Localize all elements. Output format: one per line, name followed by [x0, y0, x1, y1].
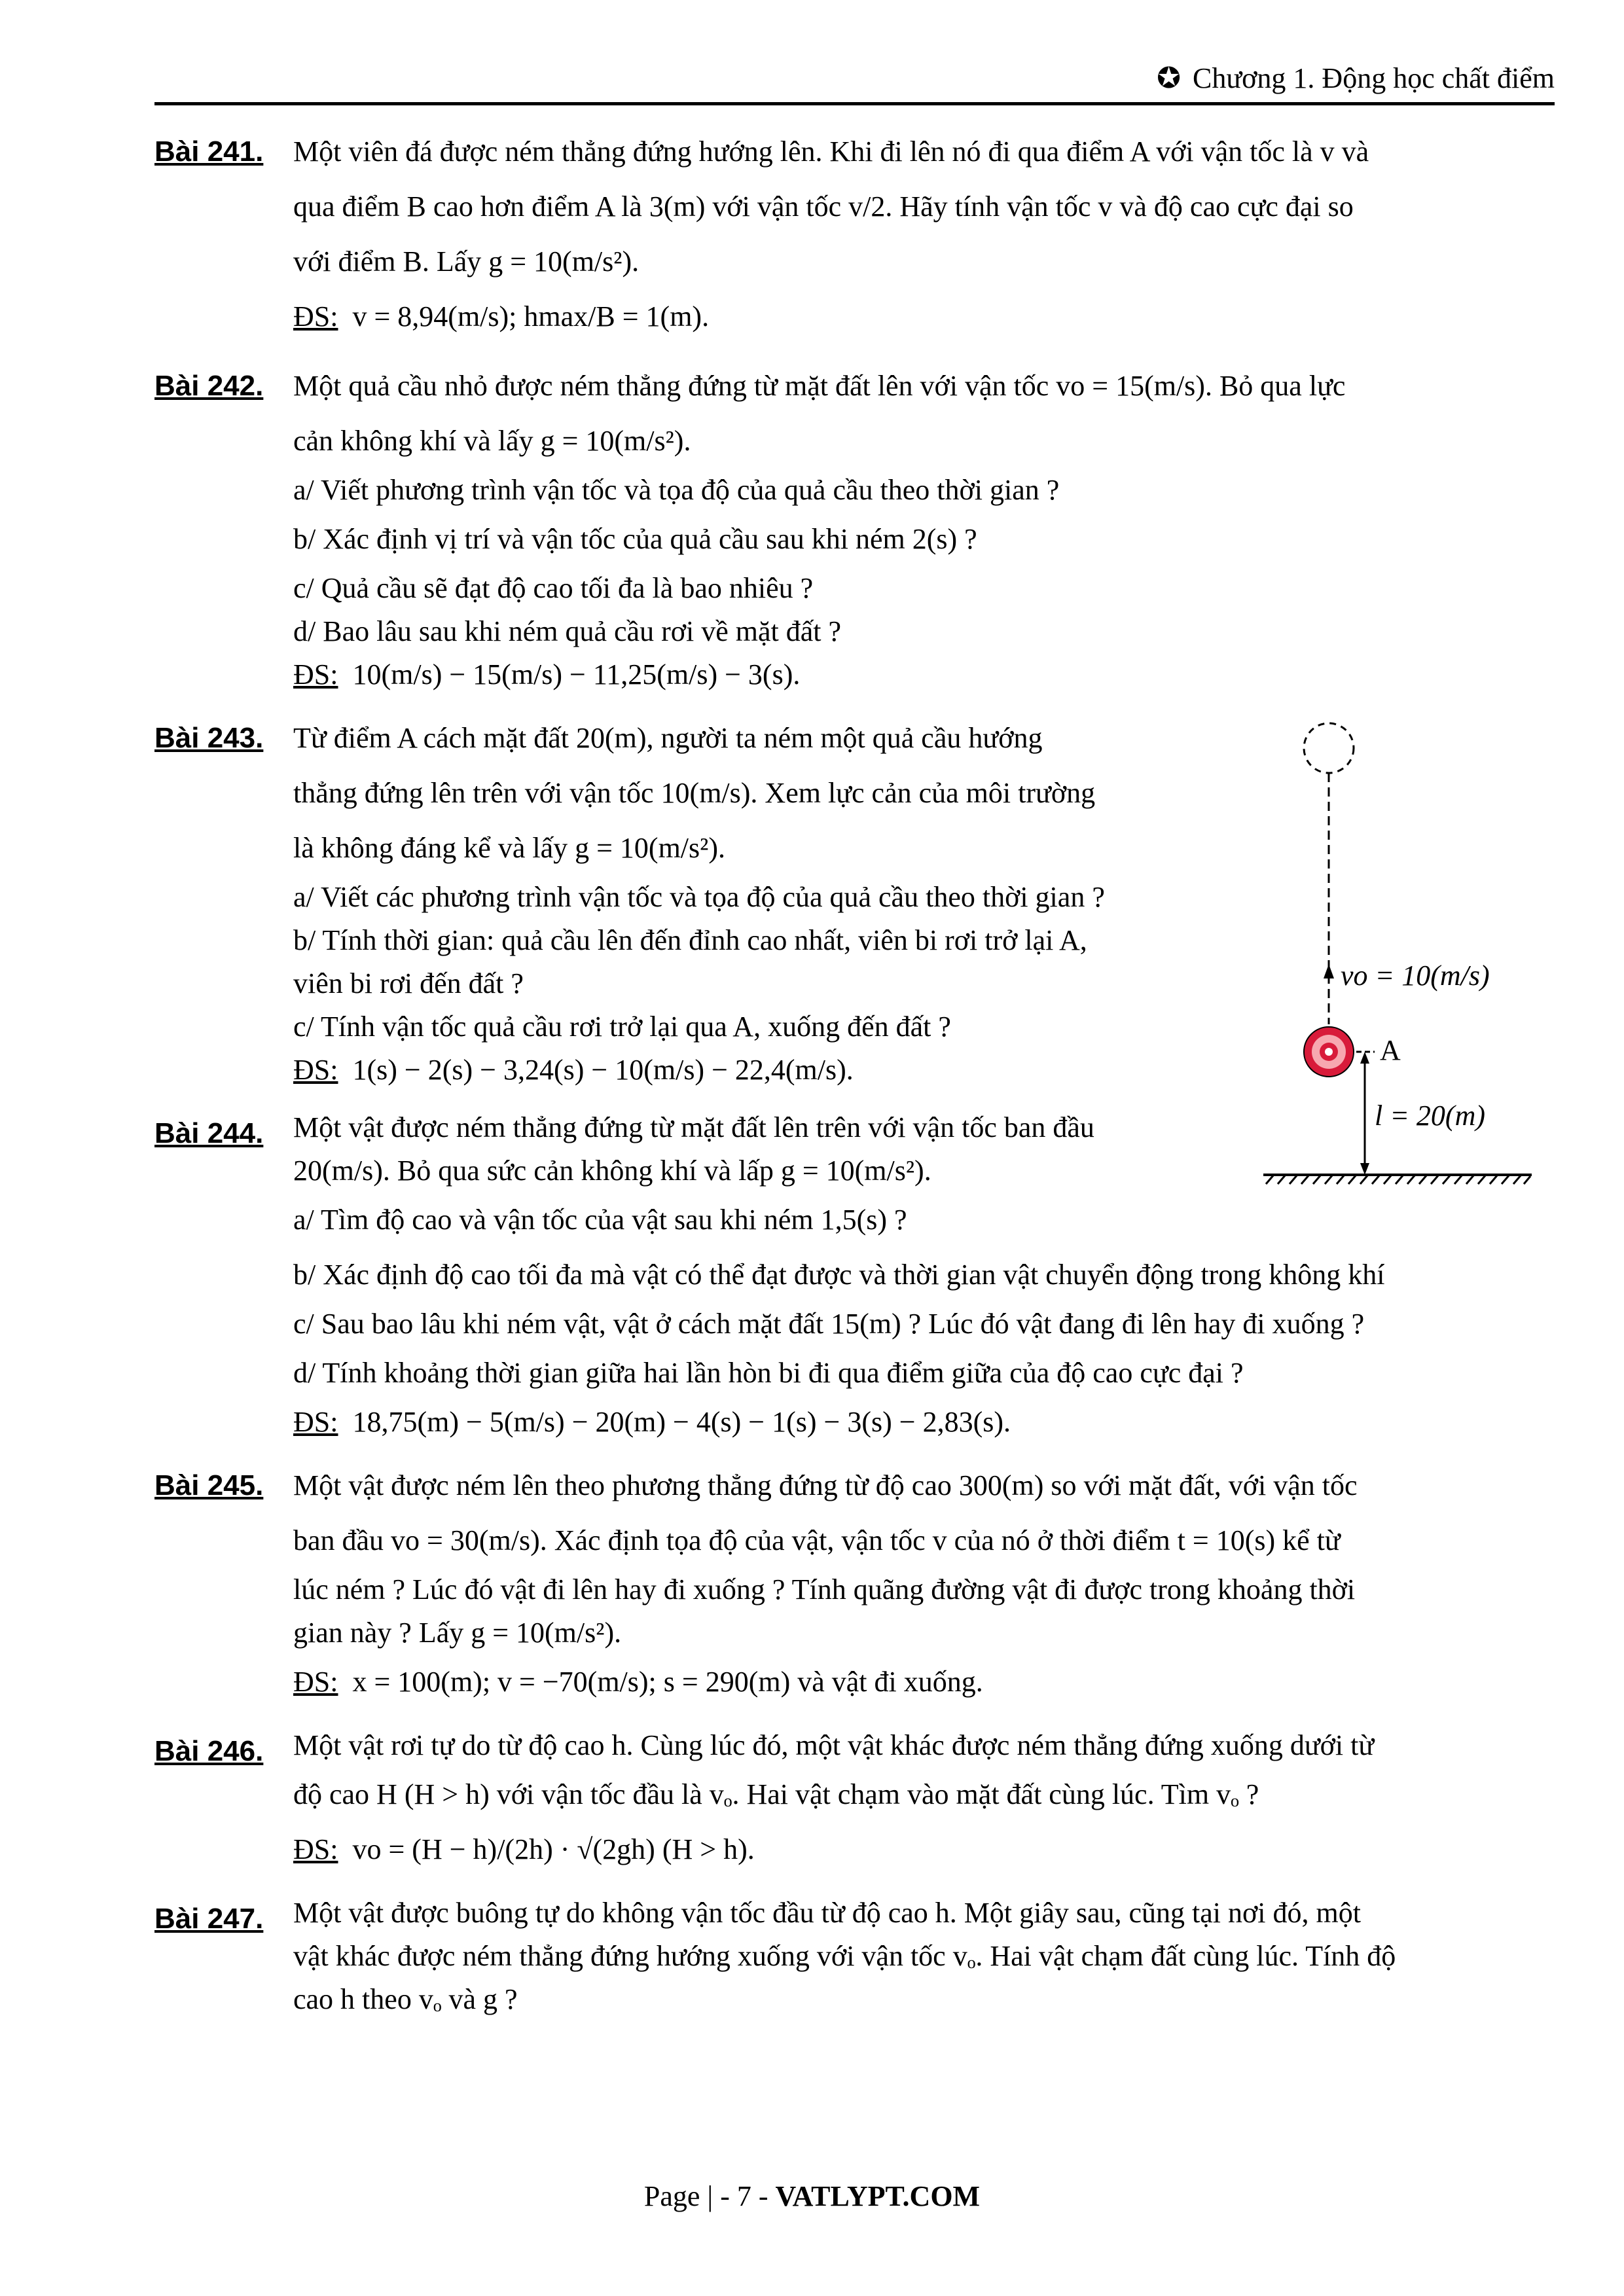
ground-hatching: [1266, 1175, 1530, 1184]
header-rule: [154, 102, 1555, 105]
problem-label: Bài 243.: [154, 722, 264, 754]
answer-label: ĐS:: [293, 1666, 338, 1698]
problem-label: Bài 241.: [154, 135, 264, 168]
answer-label: ĐS:: [293, 1054, 338, 1086]
problem-text-line: 20(m/s). Bỏ qua sức cản không khí và lấp g = 10(m/s²).: [293, 1155, 931, 1187]
point-a-label: A: [1380, 1034, 1401, 1066]
problem-text-line: là không đáng kể và lấy g = 10(m/s²).: [293, 832, 725, 864]
velocity-label: vo = 10(m/s): [1341, 960, 1490, 992]
problem-text-line: thẳng đứng lên trên với vận tốc 10(m/s). Xem lực cản của môi trường: [293, 777, 1096, 809]
problem-text-line: c/ Tính vận tốc quả cầu rơi trở lại qua A, xuống đến đất ?: [293, 1011, 951, 1043]
problem-text-line: độ cao H (H > h) với vận tốc đầu là vₒ. Hai vật chạm vào mặt đất cùng lúc. Tìm vₒ ?: [293, 1778, 1259, 1810]
problem-242: [154, 359, 1555, 696]
problem-text-line: Từ điểm A cách mặt đất 20(m), người ta ném một quả cầu hướng: [293, 722, 1043, 754]
page-footer: [0, 2179, 1624, 2213]
problem-label: Bài 246.: [154, 1735, 264, 1767]
problem-text-line: Một vật được ném thẳng đứng từ mặt đất lên trên với vận tốc ban đầu: [293, 1111, 1094, 1143]
problem-text-line: Một vật rơi tự do từ độ cao h. Cùng lúc đó, một vật khác được ném thẳng đứng xuống dưới từ: [293, 1729, 1375, 1761]
answer-label: ĐS:: [293, 300, 338, 332]
problem-label: Bài 245.: [154, 1469, 264, 1501]
problem-text-line: a/ Viết phương trình vận tốc và tọa độ của quả cầu theo thời gian ?: [293, 474, 1060, 506]
problem-text-line: Một vật được buông tự do không vận tốc đầu từ độ cao h. Một giây sau, cũng tại nơi đó, một: [293, 1897, 1361, 1929]
problem-text-line: Một viên đá được ném thẳng đứng hướng lên. Khi đi lên nó đi qua điểm A với vận tốc là v và: [293, 135, 1369, 168]
problem-text-line: a/ Tìm độ cao và vận tốc của vật sau khi ném 1,5(s) ?: [293, 1204, 907, 1236]
problem-246: [154, 1724, 1555, 1877]
star-in-circle-icon: ✪: [1157, 62, 1181, 94]
answer-line: [293, 1401, 1555, 1444]
answer-label: ĐS:: [293, 1833, 338, 1865]
problem-text-line: b/ Xác định độ cao tối đa mà vật có thể đạt được và thời gian vật chuyển động trong không khí: [293, 1259, 1385, 1291]
velocity-arrowhead: [1324, 964, 1334, 978]
height-arrowhead-top: [1360, 1052, 1369, 1064]
answer-line: [293, 1655, 1555, 1710]
problem-text-line: b/ Xác định vị trí và vận tốc của quả cầu sau khi ném 2(s) ?: [293, 523, 977, 555]
problem-text-line: gian này ? Lấy g = 10(m/s²).: [293, 1617, 622, 1649]
problem-text-line: b/ Tính thời gian: quả cầu lên đến đỉnh cao nhất, viên bi rơi trở lại A,: [293, 924, 1087, 956]
problem-text-line: c/ Quả cầu sẽ đạt độ cao tối đa là bao nhiêu ?: [293, 572, 814, 604]
problem-text-line: ban đầu vo = 30(m/s). Xác định tọa độ của vật, vận tốc v của nó ở thời điểm t = 10(s) kể từ: [293, 1524, 1341, 1556]
problem-text-line: Một vật được ném lên theo phương thẳng đứng từ độ cao 300(m) so với mặt đất, với vận tốc: [293, 1469, 1358, 1501]
answer-text: x = 100(m); v = −70(m/s); s = 290(m) và vật đi xuống.: [352, 1666, 983, 1698]
answer-line: [293, 289, 1555, 344]
height-arrowhead-bottom: [1360, 1163, 1369, 1175]
problem-text-line: lúc ném ? Lúc đó vật đi lên hay đi xuống ? Tính quãng đường vật đi được trong khoảng thời: [293, 1573, 1356, 1605]
chapter-title: Chương 1. Động học chất điểm: [1192, 62, 1555, 94]
problem-label: Bài 247.: [154, 1903, 264, 1935]
problem-text-line: d/ Tính khoảng thời gian giữa hai lần hòn bi đi qua điểm giữa của độ cao cực đại ?: [293, 1357, 1244, 1389]
height-label: l = 20(m): [1375, 1100, 1485, 1132]
problem-text-line: vật khác được ném thẳng đứng hướng xuống với vận tốc vₒ. Hai vật chạm đất cùng lúc. Tính độ: [293, 1940, 1396, 1972]
site-name: VATLYPT.COM: [775, 2180, 981, 2212]
problem-247: [154, 1892, 1555, 2021]
problem-text-line: với điểm B. Lấy g = 10(m/s²).: [293, 245, 640, 278]
problem-text-line: d/ Bao lâu sau khi ném quả cầu rơi về mặt đất ?: [293, 615, 842, 647]
problem-241: [154, 124, 1555, 344]
problem-245: [154, 1458, 1555, 1710]
answer-line: [293, 653, 1555, 696]
answer-text: 10(m/s) − 15(m/s) − 11,25(m/s) − 3(s).: [352, 658, 801, 691]
answer-text: v = 8,94(m/s); hmax/B = 1(m).: [352, 300, 710, 332]
problem-text-line: cao h theo vₒ và g ?: [293, 1983, 518, 2015]
problem-text-line: cản không khí và lấy g = 10(m/s²).: [293, 425, 691, 457]
problem-text-line: Một quả cầu nhỏ được ném thẳng đứng từ mặt đất lên với vận tốc vo = 15(m/s). Bỏ qua lực: [293, 370, 1346, 402]
answer-text: vo = (H − h)/(2h) · √(2gh) (H > h).: [352, 1833, 755, 1865]
top-position-circle: [1304, 723, 1354, 773]
page-header: [1157, 62, 1555, 95]
answer-text: 1(s) − 2(s) − 3,24(s) − 10(m/s) − 22,4(m/s).: [352, 1054, 854, 1086]
page-number: Page | - 7 -: [643, 2180, 768, 2212]
answer-text: 18,75(m) − 5(m/s) − 20(m) − 4(s) − 1(s) − 3(s) − 2,83(s).: [352, 1406, 1011, 1438]
problem-text-line: viên bi rơi đến đất ?: [293, 967, 524, 999]
answer-line: [293, 1822, 1555, 1877]
problem-label: Bài 242.: [154, 370, 264, 402]
answer-label: ĐS:: [293, 1406, 338, 1438]
problem-text-line: c/ Sau bao lâu khi ném vật, vật ở cách mặt đất 15(m) ? Lúc đó vật đang đi lên hay đi xuống ?: [293, 1308, 1365, 1340]
answer-label: ĐS:: [293, 658, 338, 691]
problem-text-line: a/ Viết các phương trình vận tốc và tọa độ của quả cầu theo thời gian ?: [293, 881, 1105, 913]
ball-throw-figure: [1263, 717, 1538, 1188]
problem-text-line: qua điểm B cao hơn điểm A là 3(m) với vận tốc v/2. Hãy tính vận tốc v và độ cao cực đại so: [293, 190, 1354, 223]
ball-core: [1325, 1048, 1333, 1056]
problem-label: Bài 244.: [154, 1117, 264, 1149]
